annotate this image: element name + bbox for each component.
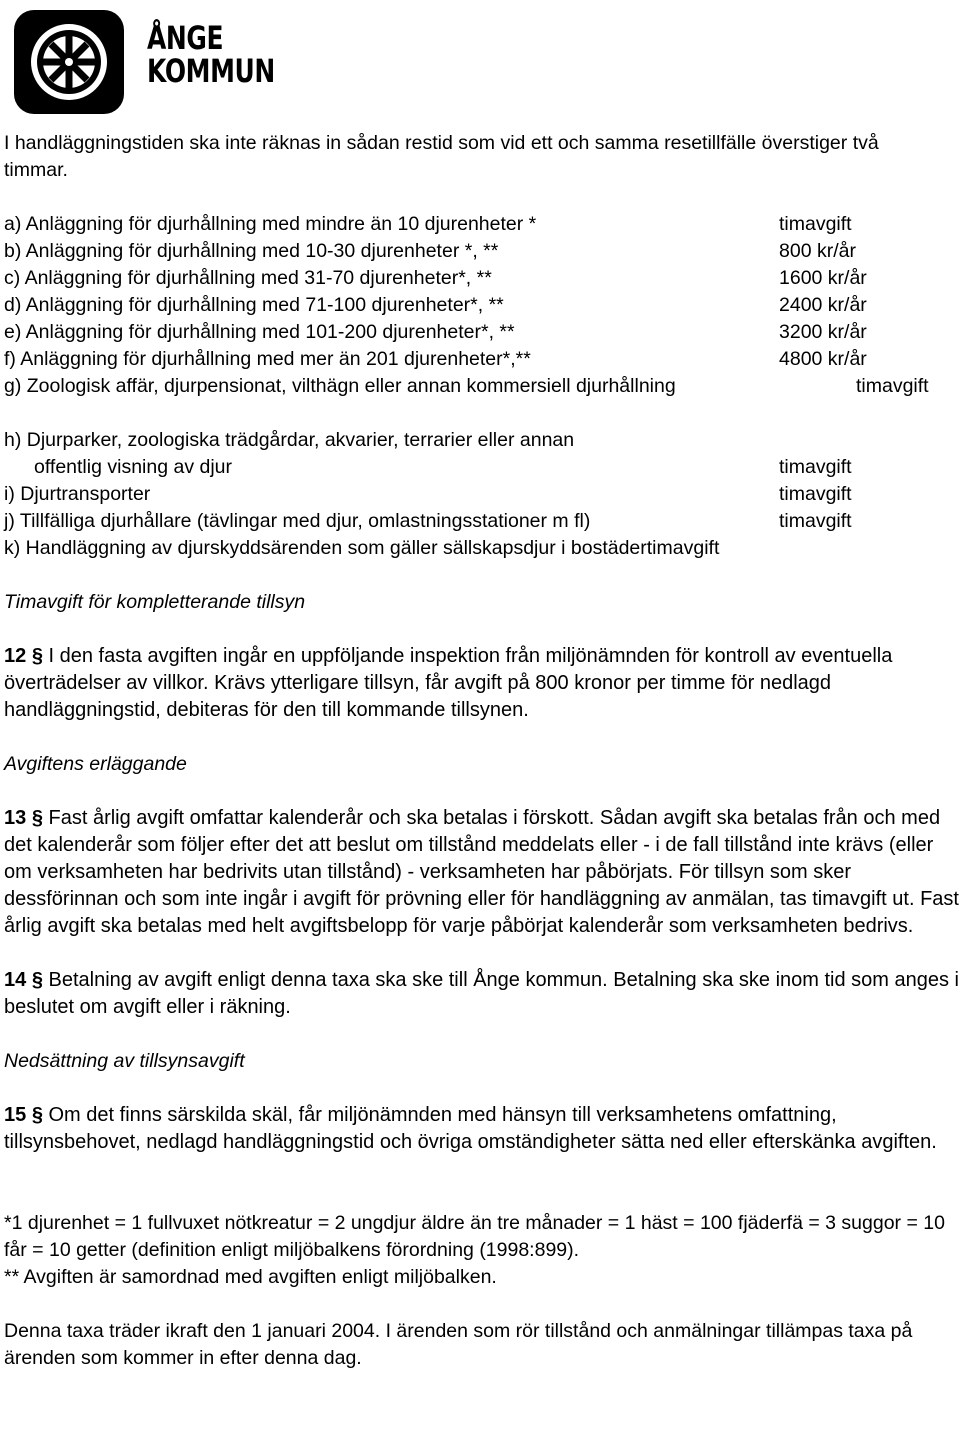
fee-value: timavgift	[856, 375, 929, 397]
fee-label: j) Tillfälliga djurhållare (tävlingar med djur, omlastningsstationer m fl)	[4, 510, 591, 532]
fee-row	[4, 319, 954, 346]
fee-label: offentlig visning av djur	[34, 456, 233, 478]
paragraph-text: Fast årlig avgift omfattar kalenderår och ska betalas i förskott. Sådan avgift ska betalas från och med det kalenderår som följer efter det att beslut om tillstånd meddelats eller - i de fall tillstånd inte krävs (eller om verksamheten har bedrivits utan tillstånd) - verksamheten har påbörjats. För tillsyn som sker dessförinnan och som inte ingår i avgift för prövning eller för handläggning av anmälan, tas timavgift ut. Fast årlig avgift ska betalas med helt avgiftsbelopp för varje påbörjat kalenderår som verksamheten bedrivs.	[4, 807, 959, 937]
fee-value: 800 kr/år	[779, 240, 856, 262]
paragraph-15	[4, 1102, 949, 1156]
fee-label: h) Djurparker, zoologiska trädgårdar, akvarier, terrarier eller annan	[4, 429, 575, 451]
section-sign-icon: §	[31, 645, 43, 667]
section-sign-icon: §	[31, 807, 43, 829]
fee-label: k) Handläggning av djurskyddsärenden som gäller sällskapsdjur i bostädertimavgift	[4, 537, 720, 559]
fee-row	[4, 373, 954, 400]
fee-label: c) Anläggning för djurhållning med 31-70 djurenheter*, **	[4, 267, 492, 289]
fee-value: 2400 kr/år	[779, 294, 867, 316]
header	[8, 6, 408, 118]
municipality-logo-wheel-icon	[8, 6, 130, 118]
section-sign-icon: §	[31, 1104, 43, 1126]
fee-label: g) Zoologisk affär, djurpensionat, vilthägn eller annan kommersiell djurhållning	[4, 375, 676, 397]
footnote-2: ** Avgiften är samordnad med avgiften enligt miljöbalken.	[4, 1266, 497, 1288]
fee-value: timavgift	[779, 456, 852, 478]
organization-name	[147, 19, 275, 90]
fee-value: timavgift	[779, 213, 852, 235]
fee-row-i	[4, 481, 954, 508]
fee-label: f) Anläggning för djurhållning med mer än 201 djurenheter*,**	[4, 348, 531, 370]
fee-row-j	[4, 508, 954, 535]
paragraph-14	[4, 967, 960, 1021]
paragraph-13	[4, 805, 960, 940]
fee-label: d) Anläggning för djurhållning med 71-100 djurenheter*, **	[4, 294, 504, 316]
fee-value: 1600 kr/år	[779, 267, 867, 289]
fee-row	[4, 292, 954, 319]
fee-value: 4800 kr/år	[779, 348, 867, 370]
paragraph-text: Om det finns särskilda skäl, får miljönämnden med hänsyn till verksamhetens omfattning, tillsynsbehovet, nedlagd handläggningstid och övriga omständigheter sätta ned eller efterskänka avgiften.	[4, 1104, 937, 1153]
fee-label: a) Anläggning för djurhållning med mindre än 10 djurenheter *	[4, 213, 537, 235]
fee-value: timavgift	[779, 483, 852, 505]
paragraph-number: 14	[4, 969, 27, 991]
footnote-1: *1 djurenhet = 1 fullvuxet nötkreatur = 2 ungdjur äldre än tre månader = 1 häst = 100 fjäderfä = 3 suggor = 10 får = 10 getter (definition enligt miljöbalkens förordning (1998:899).	[4, 1212, 945, 1261]
paragraph-text: Betalning av avgift enligt denna taxa ska ske till Ånge kommun. Betalning ska ske inom tid som anges i beslutet om avgift eller i räkning.	[4, 969, 959, 1018]
fee-value: timavgift	[779, 510, 852, 532]
intro-paragraph: I handläggningstiden ska inte räknas in sådan restid som vid ett och samma resetillfälle överstiger två timmar.	[4, 132, 879, 181]
fee-label: e) Anläggning för djurhållning med 101-200 djurenheter*, **	[4, 321, 515, 343]
paragraph-number: 13	[4, 807, 27, 829]
fee-label: i) Djurtransporter	[4, 483, 151, 505]
fee-row-h-line2	[4, 454, 954, 481]
section-sign-icon: §	[31, 969, 43, 991]
fee-row	[4, 265, 954, 292]
fee-list-2	[4, 427, 954, 562]
fee-label: b) Anläggning för djurhållning med 10-30 djurenheter *, **	[4, 240, 499, 262]
document-body	[4, 130, 959, 1372]
org-line-1: ÅNGE	[147, 19, 224, 57]
fee-row	[4, 211, 954, 238]
closing-paragraph: Denna taxa träder ikraft den 1 januari 2004. I ärenden som rör tillstånd och anmälningar tillämpas taxa på ärenden som kommer in efter denna dag.	[4, 1320, 913, 1369]
paragraph-number: 12	[4, 645, 27, 667]
paragraph-12	[4, 643, 944, 724]
fee-row	[4, 238, 954, 265]
fee-list	[4, 211, 954, 400]
fee-row-k	[4, 535, 954, 562]
section-heading: Nedsättning av tillsynsavgift	[4, 1050, 245, 1072]
fee-row	[4, 346, 954, 373]
paragraph-text: I den fasta avgiften ingår en uppföljande inspektion från miljönämnden för kontroll av eventuella överträdelser av villkor. Krävs ytterligare tillsyn, får avgift på 800 kronor per timme för nedlagd handläggningstid, debiteras för den till kommande tillsynen.	[4, 645, 893, 721]
fee-value: 3200 kr/år	[779, 321, 867, 343]
fee-row-h-line1	[4, 427, 954, 454]
org-line-2: KOMMUN	[147, 52, 275, 90]
section-heading: Timavgift för kompletterande tillsyn	[4, 591, 306, 613]
section-heading: Avgiftens erläggande	[4, 753, 187, 775]
paragraph-number: 15	[4, 1104, 27, 1126]
